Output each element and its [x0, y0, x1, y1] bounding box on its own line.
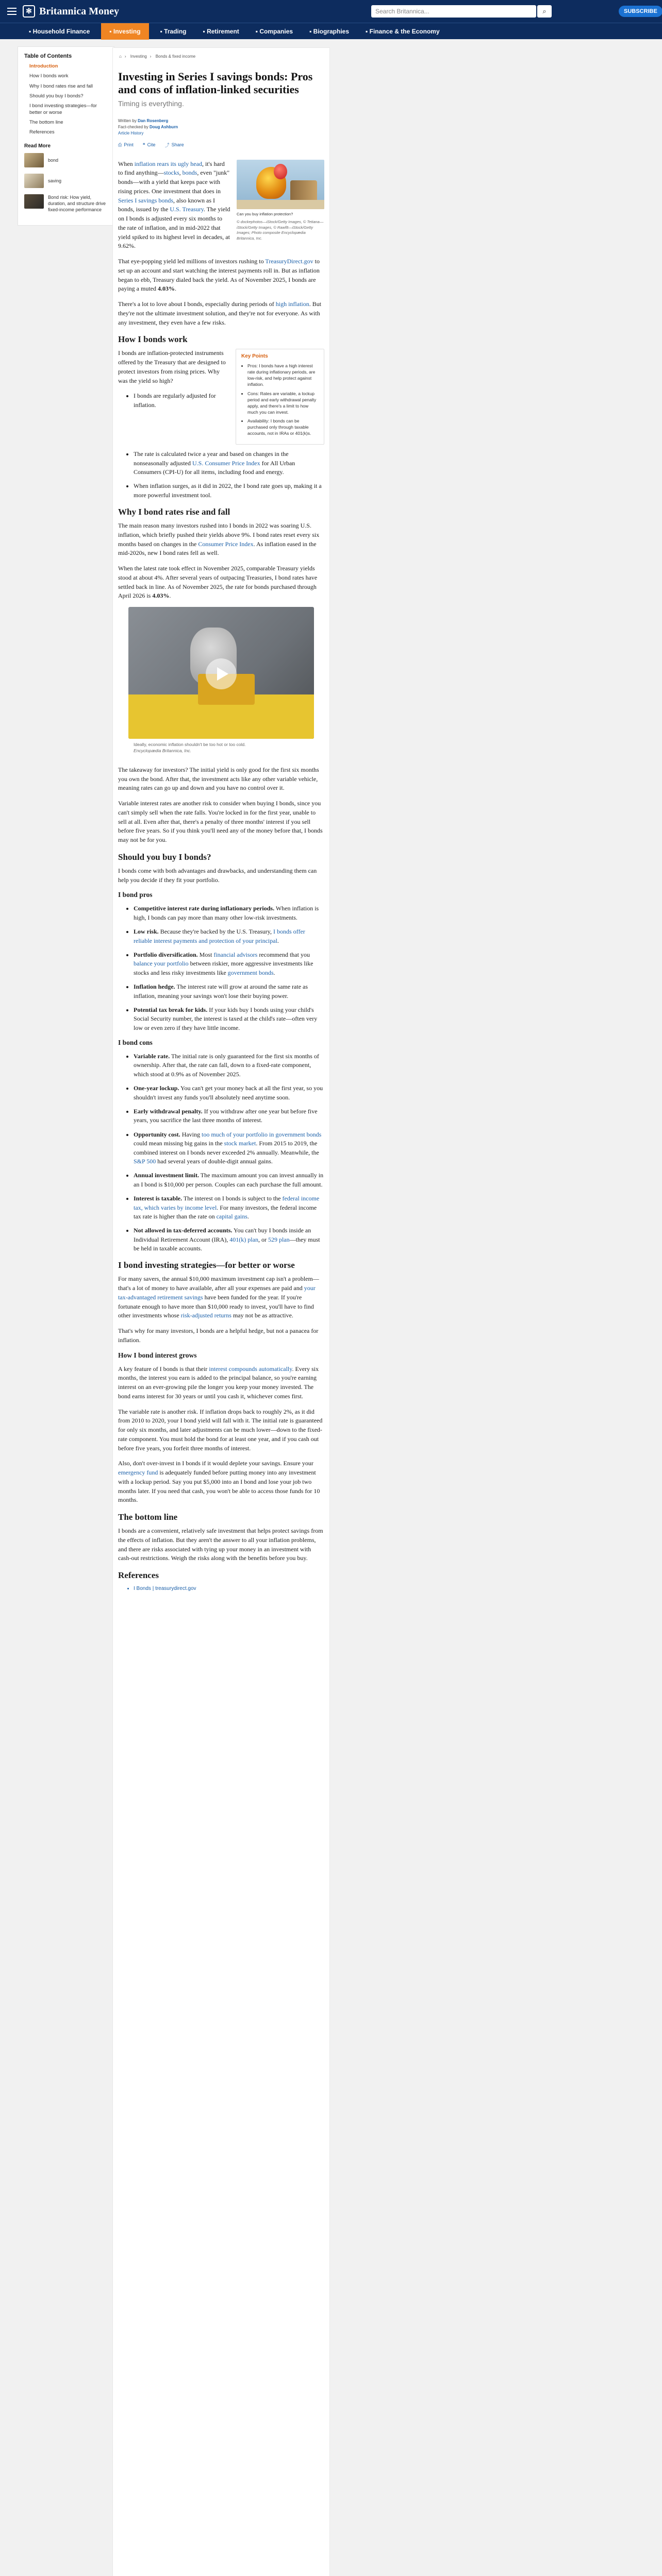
breadcrumb-investing[interactable]: Investing	[130, 54, 147, 59]
list-item: • Portfolio diversification. Most financial advisors recommend that you balance your portfolio between riskier, more aggressive investments like stocks and less risky investments like government bonds.	[134, 951, 324, 977]
subheading-cons: I bond cons	[118, 1039, 153, 1047]
list-item: • The rate is calculated twice a year and based on changes in the nonseasonally adjusted U.S. Consumer Price Index for All Urban Consumers (CPI-U) for all items, including food and energy.	[134, 450, 324, 477]
search-input[interactable]: Search Britannica...	[371, 5, 536, 18]
subheading-grows: How I bond interest grows	[118, 1351, 197, 1359]
share-button[interactable]: ⤴ Share	[164, 142, 184, 148]
nav-companies[interactable]: ▪ Companies	[255, 27, 293, 35]
key-point: • Pros: I bonds have a high interest rate during inflationary periods, are low-risk, and help protect against inflation.	[247, 363, 319, 388]
section-heading-strategies: I bond investing strategies—for better or worse	[118, 1260, 295, 1270]
list-item: • Opportunity cost. Having too much of your portfolio in government bonds could mean missing big gains in the stock market. From 2015 to 2019, the combined interest on I bonds never exceeded 2% annually. Meanwhile, the S&P 500 had several years of double-digit annual gains.	[134, 1130, 324, 1166]
play-icon[interactable]	[206, 658, 237, 689]
nav-household-finance[interactable]: ▪ Household Finance	[29, 27, 90, 35]
body-paragraph: Variable interest rates are another risk to consider when buying I bonds, since you can't simply sell when the rate falls. You're locked in for the first year, unable to sell at all. Even after that, there's a penalty of three months' interest if you sell before five years. So if you think you'll need any of the money before that, I bonds may not be for you.	[118, 800, 323, 844]
grows-paragraph: The variable rate is another risk. If inflation drops back to roughly 2%, as it did from 2010 to 2020, your I bond yield will fall with it. The initial rate is guaranteed for only six months, and later adjustments can be much lower—down to the fixed-rate component. You must hold the bond for at least one year, and if you cash out before five years, you forfeit three months of interest.	[118, 1408, 323, 1452]
toc-item-why[interactable]: Why I bond rates rise and fall	[29, 83, 93, 89]
byline: Written by Dan Rosenberg Fact-checked by Doug Ashburn Article History	[118, 118, 324, 137]
toc-item-how[interactable]: How I bonds work	[29, 73, 69, 79]
nav-investing[interactable]: ▪ Investing	[101, 23, 148, 40]
fact-checker-link[interactable]: Doug Ashburn	[149, 124, 178, 129]
article-actions	[118, 142, 324, 148]
subscribe-button[interactable]: SUBSCRIBE	[619, 6, 662, 17]
read-more-title: Read More	[24, 143, 51, 149]
key-point: • Cons: Rates are variable, a lockup period and early withdrawal penalty apply, and there's a limit to how much you can invest.	[247, 391, 319, 416]
author-link[interactable]: Dan Rosenberg	[138, 118, 169, 123]
hero-credit: © dockephotos—iStock/Getty Images, © Tetiana—iStock/Getty Images, © Rawf8—iStock/Getty Images; Photo composite Encyclopædia Britannica, Inc.	[237, 219, 324, 241]
references-list	[118, 1585, 324, 1592]
section-heading-should: Should you buy I bonds?	[118, 852, 211, 862]
main-nav	[0, 23, 662, 39]
page-subtitle: Timing is everything.	[118, 99, 184, 108]
nav-trading[interactable]: ▪ Trading	[160, 27, 187, 35]
read-more-thumbnail	[24, 174, 44, 188]
intro-paragraph: When inflation rears its ugly head, it's hard to find anything—stocks, bonds, even "junk" bonds—with a yield that keeps pace with rising prices. One investment that does in Series I savings bonds, also known as I bonds, issued by the U.S. Treasury. The yield on I bonds is adjusted every six months to the rate of inflation, and in mid-2022 that yield spiked to its highest level in decades, at 9.62%.	[118, 160, 230, 250]
list-item: • One-year lockup. You can't get your money back at all the first year, so you shouldn't invest any funds you'll absolutely need anytime soon.	[134, 1084, 324, 1102]
key-points-title: Key Points	[241, 353, 268, 360]
key-points-box	[236, 349, 324, 445]
list-item: • Inflation hedge. The interest rate will grow at around the same rate as inflation, meaning your savings won't lose their buying power.	[134, 982, 324, 1001]
toc-item-strategies[interactable]: I bond investing strategies—for better or worse	[29, 103, 97, 115]
search-icon[interactable]: ⌕	[537, 5, 552, 18]
article-history-link[interactable]: Article History	[118, 130, 144, 135]
site-logo[interactable]	[23, 5, 119, 18]
hamburger-menu-icon[interactable]	[7, 8, 16, 15]
pros-list	[134, 904, 324, 1032]
read-more-item[interactable]: saving	[24, 174, 108, 188]
should-paragraph: I bonds come with both advantages and drawbacks, and understanding them can help you decide if they fit your portfolio.	[118, 867, 317, 884]
why-paragraph: The main reason many investors rushed into I bonds in 2022 was soaring U.S. inflation, which briefly pushed their yields above 9%. I bond rates reset every six months based on changes in the Consumer Price Index. As inflation eased in the mid-2020s, new I bond rates fell as well.	[118, 522, 320, 557]
print-icon: ⎙	[118, 142, 122, 147]
list-item: • Early withdrawal penalty. If you withdraw after one year but before five years, you sacrifice the last three months of interest.	[134, 1107, 324, 1125]
section-heading-how: How I bonds work	[118, 334, 188, 345]
section-heading-why: Why I bond rates rise and fall	[118, 507, 230, 517]
read-more-item[interactable]: bond	[24, 153, 108, 167]
list-item: • Not allowed in tax-deferred accounts. You can't buy I bonds inside an Individual Retirement Account (IRA), 401(k) plan, or 529 plan—they must be held in taxable accounts.	[134, 1226, 324, 1253]
video-player[interactable]	[128, 607, 314, 739]
toc-item-should[interactable]: Should you buy I bonds?	[29, 93, 84, 99]
hero-caption: Can you buy inflation protection?	[237, 211, 293, 216]
section-heading-references: References	[118, 1570, 159, 1581]
logo-text: Britannica Money	[39, 5, 119, 17]
list-item: • Competitive interest rate during inflationary periods. When inflation is high, I bonds can pay more than many other low-risk investments.	[134, 904, 324, 922]
home-icon[interactable]: ⌂	[119, 54, 122, 59]
breadcrumb: ⌂ › Investing › Bonds & fixed income	[119, 54, 196, 59]
grows-paragraph: Also, don't over-invest in I bonds if it would deplete your savings. Ensure your emergency fund is adequately funded before putting money into any investment with a lockup period. Say you put $5,000 into an I bond and lose your job two months later. If you need that cash, you won't be able to access those funds for 10 months.	[118, 1460, 320, 1504]
list-item: • Low risk. Because they're backed by the U.S. Treasury, I bonds offer reliable interest payments and protection of your principal.	[134, 927, 324, 945]
nav-retirement[interactable]: ▪ Retirement	[203, 27, 239, 35]
list-item: • When inflation surges, as it did in 2022, the I bond rate goes up, making it a more powerful investment tool.	[134, 482, 324, 500]
key-point: • Availability: I bonds can be purchased only through taxable accounts, not in IRAs or 401(k)s.	[247, 418, 319, 437]
cons-list	[134, 1052, 324, 1253]
breadcrumb-bonds[interactable]: Bonds & fixed income	[155, 54, 196, 59]
read-more-thumbnail	[24, 153, 44, 167]
why-paragraph: When the latest rate took effect in November 2025, comparable Treasury yields stood at about 4%. After several years of outpacing Treasuries, I bond rates have settled back in line. As of November 2025, the rate for bonds purchased through April 2026 is 4.03%.	[118, 565, 318, 600]
hero-figure	[237, 160, 324, 242]
strategy-paragraph: For many savers, the annual $10,000 maximum investment cap isn't a problem—that's a lot of money to have available, after all your expenses are paid and your tax-advantaged retirement savings have been funded for the year. If you're fortunate enough to have more than $10,000 ready to invest, you'll have to find other investments whose risk-adjusted returns may not be as attractive.	[118, 1275, 319, 1319]
table-of-contents	[18, 46, 114, 226]
list-item: • Variable rate. The initial rate is only guaranteed for the first six months of ownership. After that, the rate can fall, down to a fixed-rate component, which stood at 0.9% as of November 2025.	[134, 1052, 324, 1079]
intro-paragraph: There's a lot to love about I bonds, especially during periods of high inflation. But they're not the ultimate investment solution, and they're not for everyone. As with any investment, they even have a few risks.	[118, 300, 322, 326]
how-paragraph: I bonds are inflation-protected instruments offered by the Treasury that are designed to protect investors from rising prices. Why was the yield so high?	[118, 349, 226, 384]
page-title: Investing in Series I savings bonds: Pros and cons of inflation-linked securities	[118, 70, 313, 96]
list-item: • Annual investment limit. The maximum amount you can invest annually in an I bond is $10,000 per person. Couples can each purchase the full amount.	[134, 1171, 324, 1189]
print-button[interactable]: ⎙ Print	[118, 142, 134, 148]
list-item: • I bonds are regularly adjusted for inflation.	[134, 392, 324, 410]
nav-biographies[interactable]: ▪ Biographies	[309, 27, 350, 35]
body-paragraph: The takeaway for investors? The initial yield is only good for the first six months you own the bond. After that, the investment acts like any other variable vehicle, meaning rates can go up and down and you have no control over it.	[118, 766, 319, 792]
cite-icon: ❝	[142, 142, 145, 147]
read-more-item[interactable]: Bond risk: How yield, duration, and structure drive fixed-income performance	[24, 194, 108, 213]
video-caption: Ideally, economic inflation shouldn't be too hot or too cold. Encyclopædia Britannica, Inc.	[134, 742, 246, 753]
cite-button[interactable]: ❝ Cite	[142, 142, 156, 148]
section-heading-bottom-line: The bottom line	[118, 1512, 178, 1522]
nav-finance-economy[interactable]: ▪ Finance & the Economy	[366, 27, 440, 35]
top-bar	[0, 0, 662, 23]
hero-image[interactable]	[237, 160, 324, 209]
toc-item-bottom-line[interactable]: The bottom line	[29, 120, 63, 126]
list-item: • Interest is taxable. The interest on I bonds is subject to the federal income tax, which varies by income level. For many investors, the federal income tax rate is higher than the rate on capital gains.	[134, 1194, 324, 1221]
article-body	[112, 47, 330, 2576]
grows-paragraph: A key feature of I bonds is that their interest compounds automatically. Every six months, the interest you earn is added to the principal balance, so you're earning interest on an ever-growing pile the longer you keep your money invested. The bond earns interest for 30 years or until you cash it, whichever comes first.	[118, 1365, 319, 1400]
britannica-logo-icon: ✻	[23, 5, 35, 18]
read-more-thumbnail	[24, 194, 44, 209]
bottom-line-paragraph: I bonds are a convenient, relatively safe investment that helps protect savings from the effects of inflation. But they aren't the answer to all your inflation problems, and there are risks associated with tying up your money in an investment with cash-out restrictions. Weigh the risks along with the benefits before you buy.	[118, 1527, 323, 1562]
toc-item-references[interactable]: References	[29, 129, 55, 135]
toc-title: Table of Contents	[24, 53, 72, 59]
subheading-pros: I bond pros	[118, 891, 153, 899]
strategy-paragraph: That's why for many investors, I bonds are a helpful hedge, but not a panacea for inflation.	[118, 1327, 319, 1344]
intro-paragraph: That eye-popping yield led millions of investors rushing to TreasuryDirect.gov to set up an account and start watching the interest payments roll in. But as inflation began to ebb, Treasury dialed back the yield. As of November 2025, I bonds are paying a muted 4.03%.	[118, 258, 320, 293]
share-icon: ⤴	[164, 142, 170, 148]
reference-link[interactable]: • I Bonds | treasurydirect.gov	[134, 1585, 324, 1592]
toc-item-introduction[interactable]: Introduction	[29, 63, 58, 69]
list-item: • Potential tax break for kids. If your kids buy I bonds using your child's Social Security number, the interest is taxed at the child's rate—often very low or even zero if they have little income.	[134, 1006, 324, 1032]
